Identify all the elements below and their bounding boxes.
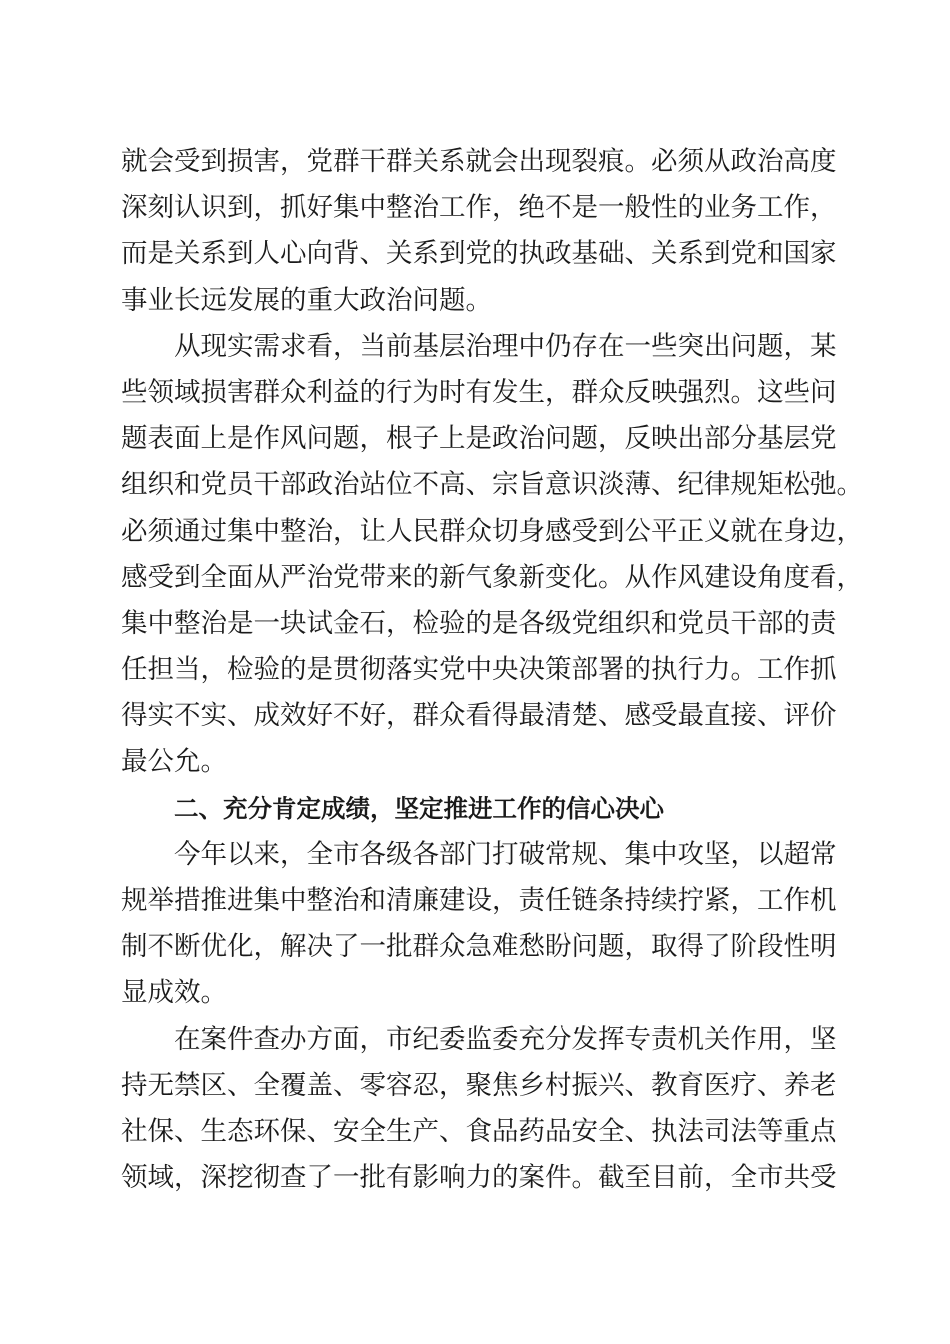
text-line-4: 事业长远发展的重大政治问题。	[121, 284, 492, 316]
text-line-18: 制不断优化，解决了一批群众急难愁盼问题，取得了阶段性明	[121, 931, 837, 963]
text-line-1: 就会受到损害，党群干群关系就会出现裂痕。必须从政治高度	[121, 146, 837, 177]
paragraph-start-line: 今年以来，全市各级各部门打破常规、集中攻坚，以超常	[174, 838, 837, 870]
text-line-22: 社保、生态环保、安全生产、食品药品安全、执法司法等重点	[121, 1115, 837, 1147]
text-line-9: 必须通过集中整治，让人民群众切身感受到公平正义就在身边，	[121, 515, 863, 547]
text-line-11: 集中整治是一块试金石，检验的是各级党组织和党员干部的责	[121, 607, 837, 639]
text-line-7: 题表面上是作风问题，根子上是政治问题，反映出部分基层党	[121, 423, 837, 455]
document-body	[121, 139, 863, 1201]
text-line-10: 感受到全面从严治党带来的新气象新变化。从作风建设角度看，	[121, 561, 863, 593]
paragraph-start-line: 从现实需求看，当前基层治理中仍存在一些突出问题，某	[174, 330, 837, 362]
text-line-13: 得实不实、成效好不好，群众看得最清楚、感受最直接、评价	[121, 700, 837, 732]
text-line-8: 组织和党员干部政治站位不高、宗旨意识淡薄、纪律规矩松弛。	[121, 469, 863, 501]
section-heading: 二、充分肯定成绩，坚定推进工作的信心决心	[174, 793, 664, 823]
text-line-3: 而是关系到人心向背、关系到党的执政基础、关系到党和国家	[121, 238, 837, 270]
text-line-12: 任担当，检验的是贯彻落实党中央决策部署的执行力。工作抓	[121, 654, 837, 686]
text-line-19: 显成效。	[121, 977, 227, 1009]
text-line-17: 规举措推进集中整治和清廉建设，责任链条持续拧紧，工作机	[121, 885, 837, 916]
paragraph-start-line: 在案件查办方面，市纪委监委充分发挥专责机关作用，坚	[174, 1023, 837, 1055]
text-line-14: 最公允。	[121, 746, 227, 778]
text-line-6: 些领域损害群众利益的行为时有发生，群众反映强烈。这些问	[121, 376, 837, 408]
text-line-21: 持无禁区、全覆盖、零容忍，聚焦乡村振兴、教育医疗、养老	[121, 1069, 837, 1101]
text-line-23: 领域，深挖彻查了一批有影响力的案件。截至目前，全市共受	[121, 1162, 837, 1194]
text-line-2: 深刻认识到，抓好集中整治工作，绝不是一般性的业务工作，	[121, 192, 837, 224]
